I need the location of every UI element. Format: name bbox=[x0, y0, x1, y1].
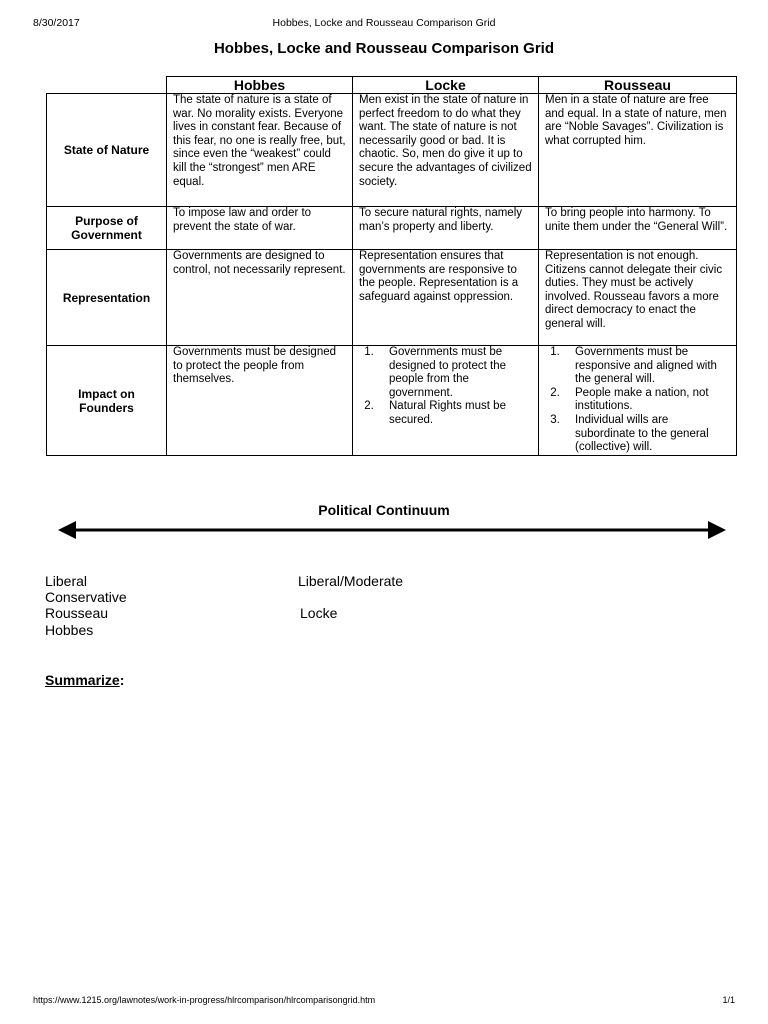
row-impact-on-founders bbox=[47, 346, 737, 456]
label-conservative: Conservative bbox=[45, 589, 127, 605]
locke-impact-list bbox=[359, 346, 532, 428]
footer-url: https://www.1215.org/lawnotes/work-in-progress/hlrcomparison/hlrcomparisongrid.htm bbox=[33, 995, 376, 1005]
label-rousseau: Rousseau bbox=[45, 605, 109, 621]
cell-locke bbox=[353, 346, 539, 456]
cell-rousseau: To bring people into harmony. To unite them under the “General Will”. bbox=[539, 207, 737, 250]
cell-locke: To secure natural rights, namely man’s property and liberty. bbox=[353, 207, 539, 250]
cell-rousseau: Men in a state of nature are free and equal. In a state of nature, men are “Noble Savages”. Civilization is what corrupted him. bbox=[539, 94, 737, 207]
list-item: 1. Governments must be designed to protect the people from the government. bbox=[377, 346, 532, 400]
summarize-heading bbox=[45, 672, 124, 688]
summarize-label: Summarize bbox=[45, 672, 120, 688]
row-representation bbox=[47, 250, 737, 346]
cell-rousseau: Representation is not enough. Citizens cannot delegate their civic duties. They must be actively involved. Rousseau favors a more direct democracy to enact the general will. bbox=[539, 250, 737, 346]
cell-locke: Representation ensures that governments are responsive to the people. Representation is a safeguard against oppression. bbox=[353, 250, 539, 346]
row-label: Purpose of Government bbox=[47, 207, 167, 250]
print-date: 8/30/2017 bbox=[33, 17, 80, 29]
cell-hobbes: Governments must be designed to protect the people from themselves. bbox=[167, 346, 353, 456]
row-label: State of Nature bbox=[47, 94, 167, 207]
row-state-of-nature bbox=[47, 94, 737, 207]
cell-hobbes: Governments are designed to control, not necessarily represent. bbox=[167, 250, 353, 346]
page-title: Hobbes, Locke and Rousseau Comparison Grid bbox=[213, 40, 555, 57]
cell-hobbes: The state of nature is a state of war. No morality exists. Everyone lives in constant fear. Because of this fear, no one is really free, but, since even the “weakest” could kill the “strongest” men ARE equal. bbox=[167, 94, 353, 207]
grid-corner bbox=[47, 77, 167, 94]
grid-header-row bbox=[47, 77, 737, 94]
col-header-hobbes: Hobbes bbox=[167, 77, 353, 94]
rousseau-impact-list bbox=[545, 346, 730, 455]
col-header-rousseau: Rousseau bbox=[539, 77, 737, 94]
continuum-title: Political Continuum bbox=[318, 502, 450, 518]
footer-page-number: 1/1 bbox=[722, 995, 735, 1005]
row-label: Representation bbox=[47, 250, 167, 346]
row-label: Impact on Founders bbox=[47, 346, 167, 456]
label-locke: Locke bbox=[300, 605, 338, 621]
list-item: 2. Natural Rights must be secured. bbox=[377, 400, 532, 427]
row-purpose-of-government bbox=[47, 207, 737, 250]
cell-locke: Men exist in the state of nature in perfect freedom to do what they want. The state of nature is not necessarily good or bad. It is chaotic. So, men do give it up to secure the advantages of civilized society. bbox=[353, 94, 539, 207]
label-liberal-moderate: Liberal/Moderate bbox=[298, 573, 404, 589]
comparison-grid bbox=[46, 76, 737, 456]
print-header-title: Hobbes, Locke and Rousseau Comparison Grid bbox=[272, 17, 496, 29]
label-hobbes: Hobbes bbox=[45, 622, 94, 638]
list-item: 1. Governments must be responsive and aligned with the general will. bbox=[563, 346, 730, 387]
summarize-colon: : bbox=[119, 672, 125, 688]
double-arrow-icon bbox=[58, 519, 726, 541]
cell-rousseau bbox=[539, 346, 737, 456]
col-header-locke: Locke bbox=[353, 77, 539, 94]
cell-hobbes: To impose law and order to prevent the state of war. bbox=[167, 207, 353, 250]
label-liberal: Liberal bbox=[45, 573, 88, 589]
list-item: 3. Individual wills are subordinate to the general (collective) will. bbox=[563, 414, 730, 455]
list-item: 2. People make a nation, not institutions. bbox=[563, 387, 730, 414]
